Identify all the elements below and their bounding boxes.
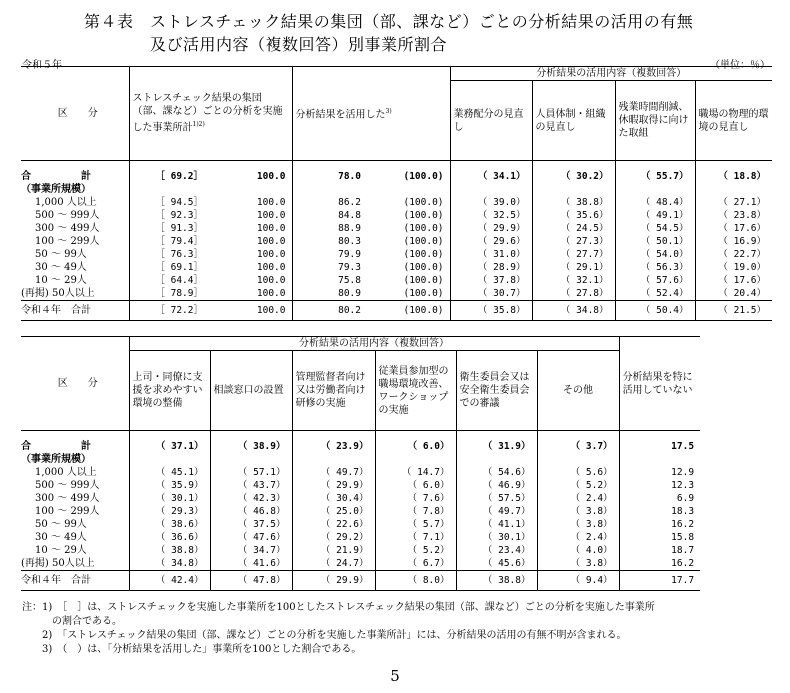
t1-cell [532,183,615,196]
t2-row [21,570,700,590]
t2-cell: （ 3.8） [537,518,619,531]
t1-cell: 86.2 [292,196,367,209]
t2-col-support-env: 上司・同僚に支援を求めやすい環境の整備 [129,351,210,431]
t2-cell: （ 2.4） [537,531,619,544]
t1-cell: 100.0 [256,287,286,299]
t2-cell: （ 29.3） [129,505,210,518]
t2-cell: 12.3 [619,479,700,492]
t2-cell [619,453,700,466]
t2-cell: （ 38.8） [456,570,537,590]
t2-row [21,479,700,492]
t1-cell: 100.0 [256,235,286,247]
t2-row [21,466,700,479]
t2-cell: （ 30.4） [292,492,375,505]
t1-cell: ［ 92.3］ [129,209,209,222]
t2-cell: 17.5 [619,431,700,453]
t2-cell [456,453,537,466]
t1-row [21,161,772,183]
year-tag: 令和５年 [22,60,62,71]
t1-cell: ［ 91.3］ [129,222,209,235]
t2-row-label: 300 ～ 499人 [35,492,100,504]
t1-cell: （ 38.8） [532,196,615,209]
t2-cell: （ 23.4） [456,544,537,557]
t1-cell: （ 35.8） [450,300,532,320]
t1-cell: （ 21.5） [695,300,772,320]
t1-cell: ［ 69.2］ [129,161,209,183]
t1-col-workload: 業務配分の見直し [450,81,532,161]
t1-cell: （ 27.3） [532,235,615,248]
t2-cell: 6.9 [619,492,700,505]
t1-col-physical-env: 職場の物理的環境の見直し [695,81,772,161]
t1-cell: （ 56.3） [615,261,695,274]
t1-row [21,300,772,320]
t2-col-workshop: 従業員参加型の職場環境改善、ワークショップの実施 [375,351,456,431]
t1-cell: 100.0 [256,196,286,208]
t2-cell: （ 25.0） [292,505,375,518]
t2-cell: 16.2 [619,518,700,531]
t1-row [21,261,772,274]
t1-cell: 75.8 [292,274,367,287]
t1-cell: ［ 64.4］ [129,274,209,287]
t2-cell: （ 5.6） [537,466,619,479]
t2-cell: （ 7.1） [375,531,456,544]
t1-row-label: 合 計 [21,170,91,182]
t1-cell: （ 31.0） [450,248,532,261]
t2-cell: 17.7 [619,570,700,590]
t1-row-label: 50 ～ 99人 [35,248,87,260]
table-title-line2: 及び活用内容（複数回答）別事業所割合 [150,35,448,54]
t1-cell: 100.0 [256,274,286,286]
t2-cell: （ 14.7） [375,466,456,479]
t2-col-committee: 衛生委員会又は安全衛生委員会での審議 [456,351,537,431]
t2-row [21,453,700,466]
table-2 [21,336,700,591]
t1-cell: （ 29.1） [532,261,615,274]
t2-row [21,505,700,518]
t1-header-span: 分析結果の活用内容（複数回答） [450,67,772,81]
t1-cell: （ 17.6） [695,222,772,235]
t2-kubun-header: 区 分 [21,337,129,431]
t1-cell [615,183,695,196]
t1-row [21,183,772,196]
t2-cell: （ 47.8） [210,570,292,590]
t2-cell: （ 5.7） [375,518,456,531]
t2-cell: （ 9.4） [537,570,619,590]
t1-cell: (100.0) [403,209,444,221]
t2-cell: 15.8 [619,531,700,544]
footnotes [22,601,655,657]
t1-kubun-header: 区 分 [21,67,129,161]
t1-cell: （ 23.8） [695,209,772,222]
t2-row-label: 50 ～ 99人 [35,518,87,530]
t2-cell: （ 8.0） [375,570,456,590]
t1-row [21,274,772,287]
t1-cell: (100.0) [367,300,450,320]
t1-cell [129,183,209,196]
t1-cell: ［ 79.4］ [129,235,209,248]
t1-cell: 100.0 [256,261,286,273]
t1-cell: （ 34.1） [450,161,532,183]
t1-cell: 80.2 [292,300,367,320]
t1-cell: （ 32.5） [450,209,532,222]
t2-cell: 16.2 [619,557,700,571]
t1-cell: （ 19.0） [695,261,772,274]
t2-cell: （ 38.9） [210,431,292,453]
t1-cell: （ 39.0） [450,196,532,209]
t2-cell: （ 36.6） [129,531,210,544]
t2-cell [292,453,375,466]
t2-cell: （ 46.8） [210,505,292,518]
t2-cell: （ 5.2） [375,544,456,557]
t1-cell: 80.3 [292,235,367,248]
t1-cell: （ 29.6） [450,235,532,248]
t1-cell: ［ 76.3］ [129,248,209,261]
t1-row-label: 100 ～ 299人 [35,235,100,247]
t2-cell [129,453,210,466]
footnote-line: 2) 「ストレスチェック結果の集団（部、課など）ごとの分析を実施した事業所計」には、分析結果の活用の有無不明が含まれる。 [22,630,627,641]
t2-row-label: 合 計 [21,440,91,452]
t1-cell: ［ 72.2］ [129,300,209,320]
t2-cell: （ 7.6） [375,492,456,505]
t1-cell: 88.9 [292,222,367,235]
t1-cell [450,183,532,196]
t2-cell: （ 49.7） [456,505,537,518]
t2-cell: （ 30.1） [129,492,210,505]
unit-tag: （単位：％） [710,60,770,71]
t2-col-consult-desk: 相談窓口の設置 [210,351,292,431]
t1-row [21,196,772,209]
t1-cell: ［ 78.9］ [129,287,209,301]
t2-cell: （ 7.8） [375,505,456,518]
t1-cell: （ 27.1） [695,196,772,209]
t2-row-label: 令和４年 合計 [21,570,129,590]
t1-cell: （ 35.6） [532,209,615,222]
t1-cell: 100.0 [256,248,286,260]
t2-col-other: その他 [537,351,619,431]
t1-cell [292,183,367,196]
t1-cell: (100.0) [403,287,444,299]
t1-cell: （ 27.8） [532,287,615,301]
t2-row-label: 100 ～ 299人 [35,505,100,517]
t2-cell: （ 37.1） [129,431,210,453]
t2-row [21,544,700,557]
t1-cell: （ 32.1） [532,274,615,287]
t1-cell: 78.0 [292,161,367,183]
t1-row-label: 10 ～ 29人 [35,274,87,286]
t1-cell: （ 17.6） [695,274,772,287]
t1-row [21,222,772,235]
t2-row [21,531,700,544]
t2-row-label: 1,000 人以上 [35,466,97,478]
t1-cell: （ 57.6） [615,274,695,287]
t2-cell: （ 42.3） [210,492,292,505]
t2-cell: （ 6.0） [375,479,456,492]
t2-row [21,431,700,453]
t1-cell: （ 24.5） [532,222,615,235]
t2-cell [537,453,619,466]
t1-row [21,209,772,222]
t1-col-staffing: 人員体制・組織の見直し [532,81,615,161]
t2-cell [375,453,456,466]
t2-row [21,518,700,531]
t2-cell: （ 41.1） [456,518,537,531]
t1-row-label: 300 ～ 499人 [35,222,100,234]
t1-cell: （ 16.9） [695,235,772,248]
t1-cell: 79.3 [292,261,367,274]
t1-row-label: （事業所規模） [21,183,91,195]
t2-col-not-utilized: 分析結果を特に活用していない [619,337,700,431]
t2-cell: （ 41.6） [210,557,292,571]
t1-col-analysis-total: ストレスチェック結果の集団（部、課など）ごとの分析を実施した事業所計$^{1)2)}$ [129,67,292,161]
t1-cell: 100.0 [256,209,286,221]
t1-cell: (100.0) [403,235,444,247]
t1-cell: 84.8 [292,209,367,222]
t1-cell: （ 48.4） [615,196,695,209]
t2-cell: （ 31.9） [456,431,537,453]
t2-cell: （ 21.9） [292,544,375,557]
t1-cell: （ 18.8） [695,161,772,183]
t2-cell: （ 54.6） [456,466,537,479]
t2-cell: （ 37.5） [210,518,292,531]
t1-row-label: 500 ～ 999人 [35,209,100,221]
t1-cell: 100.0 [256,222,286,234]
t2-cell: （ 57.5） [456,492,537,505]
t2-row-label: 30 ～ 49人 [35,531,87,543]
t1-row [21,248,772,261]
t1-row-label: 1,000 人以上 [35,196,97,208]
t1-cell: （ 54.0） [615,248,695,261]
t2-cell: 18.7 [619,544,700,557]
t1-cell: 79.9 [292,248,367,261]
t1-cell: （ 52.4） [615,287,695,301]
t1-cell: (100.0) [403,170,444,182]
t2-header-span: 分析結果の活用内容（複数回答） [129,337,619,351]
t1-row-label: (再掲) 50人以上 [21,287,95,299]
t1-cell: (100.0) [403,274,444,286]
t1-col-overtime: 残業時間削減、休暇取得に向けた取組 [615,81,695,161]
t2-cell: （ 57.1） [210,466,292,479]
t1-cell: （ 30.7） [450,287,532,301]
t1-cell [209,183,292,196]
t2-cell: （ 46.9） [456,479,537,492]
t1-cell: （ 49.1） [615,209,695,222]
t2-cell: （ 30.1） [456,531,537,544]
t2-cell: （ 38.6） [129,518,210,531]
t2-cell: （ 38.8） [129,544,210,557]
t2-cell: （ 29.9） [292,479,375,492]
t2-cell: （ 3.7） [537,431,619,453]
t1-cell: (100.0) [403,248,444,260]
t1-cell: （ 34.8） [532,300,615,320]
t2-row [21,492,700,505]
table-1 [21,66,772,321]
t2-cell: （ 24.7） [292,557,375,571]
t1-cell: （ 50.1） [615,235,695,248]
footnote-line: 注：1) ［ ］は、ストレスチェックを実施した事業所を100としたストレスチェック結果の集団（部、課など）ごとの分析を実施した事業所 [22,602,655,613]
t2-cell: （ 5.2） [537,479,619,492]
t2-cell: （ 47.6） [210,531,292,544]
t2-cell: （ 34.7） [210,544,292,557]
t1-row-label: 30 ～ 49人 [35,261,87,273]
t2-row [21,557,700,571]
t2-cell: （ 42.4） [129,570,210,590]
footnote-line: 3) （ ）は、「分析結果を活用した」事業所を100とした割合である。 [22,644,362,655]
t1-row-label: 令和４年 合計 [21,300,129,320]
footnote-line: の割合である。 [22,616,122,627]
t1-col-utilized: 分析結果を活用した$^{3)}$ [292,67,450,161]
t2-cell: （ 35.9） [129,479,210,492]
t2-cell: （ 34.8） [129,557,210,571]
t2-row-label: 500 ～ 999人 [35,479,100,491]
t1-cell: （ 27.7） [532,248,615,261]
t2-cell: （ 6.0） [375,431,456,453]
t1-cell: （ 30.2） [532,161,615,183]
t1-cell: (100.0) [403,222,444,234]
t2-col-training: 管理監督者向け又は労働者向け研修の実施 [292,351,375,431]
t1-row [21,287,772,301]
t2-cell: （ 43.7） [210,479,292,492]
t2-cell: （ 6.7） [375,557,456,571]
page-number: 5 [390,667,400,685]
t2-cell: （ 49.7） [292,466,375,479]
t1-cell: ［ 94.5］ [129,196,209,209]
t1-cell: （ 28.9） [450,261,532,274]
t1-cell: (100.0) [403,196,444,208]
t1-row [21,235,772,248]
t2-cell: （ 23.9） [292,431,375,453]
t1-cell: ［ 69.1］ [129,261,209,274]
t2-cell: （ 3.8） [537,505,619,518]
t2-cell: （ 45.6） [456,557,537,571]
t1-cell [695,183,772,196]
t1-cell [367,183,450,196]
t2-cell: （ 29.9） [292,570,375,590]
t2-cell: （ 45.1） [129,466,210,479]
t2-cell: （ 2.4） [537,492,619,505]
t2-cell [210,453,292,466]
t2-cell: （ 4.0） [537,544,619,557]
t1-cell: 100.0 [209,300,292,320]
t2-cell: （ 22.6） [292,518,375,531]
t1-cell: （ 37.8） [450,274,532,287]
t1-cell: （ 54.5） [615,222,695,235]
t2-row-label: 10 ～ 29人 [35,544,87,556]
t1-cell: (100.0) [403,261,444,273]
t1-cell: 100.0 [256,170,286,182]
t2-cell: （ 3.8） [537,557,619,571]
t1-cell: （ 29.9） [450,222,532,235]
t2-cell: （ 29.2） [292,531,375,544]
t2-cell: 12.9 [619,466,700,479]
t2-row-label: （事業所規模） [21,453,91,465]
t1-cell: （ 20.4） [695,287,772,301]
t1-cell: 80.9 [292,287,367,301]
t1-cell: （ 22.7） [695,248,772,261]
table-title-line1: 第４表 ストレスチェック結果の集団（部、課など）ごとの分析結果の活用の有無 [84,12,694,31]
t1-cell: （ 50.4） [615,300,695,320]
t2-cell: 18.3 [619,505,700,518]
t1-cell: （ 55.7） [615,161,695,183]
t2-row-label: (再掲) 50人以上 [21,557,95,569]
